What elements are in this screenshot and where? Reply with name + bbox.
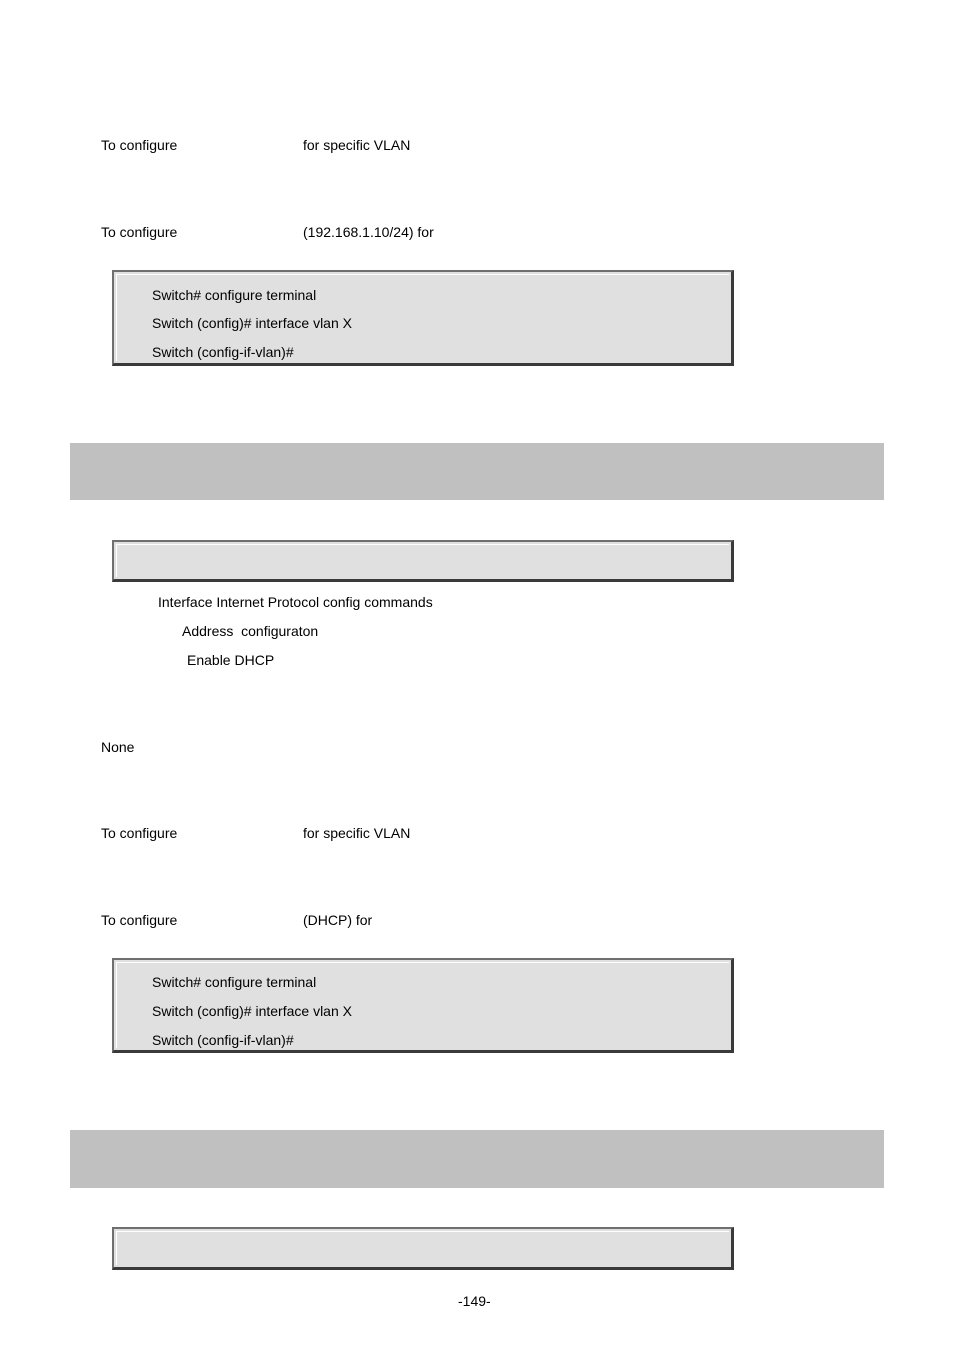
usage-text-tail: for specific VLAN — [303, 825, 411, 841]
section-heading-band — [70, 1130, 884, 1188]
code-line: Switch (config-if-vlan)# — [152, 344, 294, 360]
example-text-tail: (DHCP) for — [303, 912, 373, 928]
code-line: Switch# configure terminal — [152, 974, 317, 990]
parameter-description: Address configuraton — [182, 623, 319, 639]
example-text-tail: (192.168.1.10/24) for — [303, 224, 434, 240]
usage-text: To configure — [101, 137, 178, 153]
code-line: Switch# configure terminal — [152, 287, 317, 303]
default-value: None — [101, 739, 135, 755]
command-syntax-box — [112, 540, 734, 582]
usage-text-tail: for specific VLAN — [303, 137, 411, 153]
code-example-box — [112, 270, 734, 366]
command-syntax-box — [112, 1227, 734, 1270]
parameter-description: Interface Internet Protocol config commands — [158, 594, 433, 610]
example-text: To configure — [101, 224, 178, 240]
code-example-box — [112, 958, 734, 1053]
parameter-description: Enable DHCP — [187, 652, 275, 668]
code-line: Switch (config)# interface vlan X — [152, 315, 352, 331]
code-line: Switch (config)# interface vlan X — [152, 1003, 352, 1019]
section-heading-band — [70, 443, 884, 500]
usage-text: To configure — [101, 825, 178, 841]
code-line: Switch (config-if-vlan)# — [152, 1032, 294, 1048]
example-text: To configure — [101, 912, 178, 928]
page-number: -149- — [458, 1293, 491, 1309]
